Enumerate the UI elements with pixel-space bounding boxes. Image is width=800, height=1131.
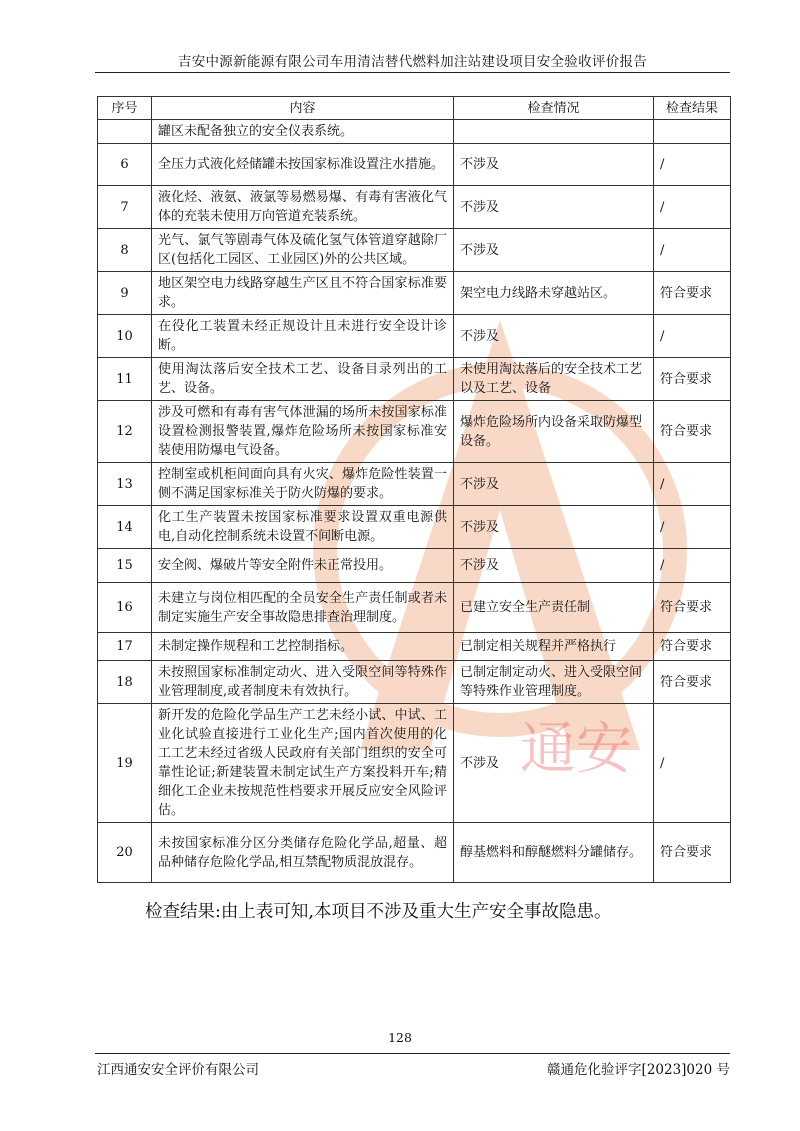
cell-content: 在役化工装置未经正规设计且未进行安全设计诊断。: [152, 315, 454, 358]
table-row: [98, 229, 731, 272]
cell-content: 未制定操作规程和工艺控制指标。: [152, 633, 454, 661]
page-number: 128: [388, 1030, 412, 1045]
col-header-result: 检查结果: [654, 97, 731, 120]
table-row: [98, 144, 731, 186]
col-header-no: 序号: [98, 97, 152, 120]
table-row: [98, 463, 731, 506]
table-row: [98, 401, 731, 463]
table-row: [98, 358, 731, 401]
table-body: [98, 120, 731, 883]
cell-content: 液化烃、液氨、液氯等易燃易爆、有毒有害液化气体的充装未使用万向管道充装系统。: [152, 186, 454, 229]
table-row: [98, 120, 731, 144]
cell-no: 18: [98, 661, 152, 704]
cell-status: 已制定相关规程并严格执行: [454, 633, 654, 661]
cell-status: [454, 120, 654, 144]
table-row: [98, 583, 731, 633]
cell-content: 罐区未配备独立的安全仪表系统。: [152, 120, 454, 144]
safety-check-table: [97, 96, 731, 883]
header-divider: [95, 72, 730, 73]
cell-result: /: [654, 463, 731, 506]
conclusion-text: 检查结果:由上表可知,本项目不涉及重大生产安全事故隐患。: [145, 902, 612, 922]
table-header-row: [98, 97, 731, 120]
cell-no: 15: [98, 549, 152, 583]
cell-status: 不涉及: [454, 229, 654, 272]
cell-no: [98, 120, 152, 144]
cell-status: 不涉及: [454, 549, 654, 583]
cell-status: 架空电力线路未穿越站区。: [454, 272, 654, 315]
cell-no: 14: [98, 506, 152, 549]
footer-divider: [95, 1053, 730, 1054]
cell-result: 符合要求: [654, 358, 731, 401]
cell-no: 19: [98, 704, 152, 823]
cell-status: 未使用淘汰落后的安全技术工艺以及工艺、设备: [454, 358, 654, 401]
cell-status: 醇基燃料和醇醚燃料分罐储存。: [454, 823, 654, 883]
footer-doc-number: 赣通危化验评字[2023]020 号: [547, 1062, 730, 1078]
cell-result: /: [654, 704, 731, 823]
footer-company: 江西通安安全评价有限公司: [97, 1062, 259, 1078]
cell-no: 7: [98, 186, 152, 229]
cell-status: 不涉及: [454, 506, 654, 549]
cell-no: 16: [98, 583, 152, 633]
cell-result: [654, 120, 731, 144]
cell-content: 使用淘汰落后安全技术工艺、设备目录列出的工艺、设备。: [152, 358, 454, 401]
cell-result: /: [654, 506, 731, 549]
cell-result: /: [654, 186, 731, 229]
cell-content: 未按照国家标准制定动火、进入受限空间等特殊作业管理制度,或者制度未有效执行。: [152, 661, 454, 704]
watermark-text: 通安: [520, 717, 632, 782]
cell-no: 20: [98, 823, 152, 883]
cell-content: 未建立与岗位相匹配的全员安全生产责任制或者未制定实施生产安全事故隐患排查治理制度。: [152, 583, 454, 633]
cell-no: 6: [98, 144, 152, 186]
cell-result: 符合要求: [654, 401, 731, 463]
col-header-status: 检查情况: [454, 97, 654, 120]
cell-result: /: [654, 144, 731, 186]
cell-content: 安全阀、爆破片等安全附件未正常投用。: [152, 549, 454, 583]
table-row: [98, 186, 731, 229]
table-row: [98, 661, 731, 704]
cell-status: 爆炸危险场所内设备采取防爆型设备。: [454, 401, 654, 463]
cell-content: 控制室或机柜间面向具有火灾、爆炸危险性装置一侧不满足国家标准关于防火防爆的要求。: [152, 463, 454, 506]
cell-result: 符合要求: [654, 661, 731, 704]
table-row: [98, 704, 731, 823]
cell-status: 已制定制定动火、进入受限空间等特殊作业管理制度。: [454, 661, 654, 704]
cell-result: 符合要求: [654, 272, 731, 315]
cell-content: 涉及可燃和有毒有害气体泄漏的场所未按国家标准设置检测报警装置,爆炸危险场所未按国家标准安装使用防爆电气设备。: [152, 401, 454, 463]
cell-result: /: [654, 549, 731, 583]
table-row: [98, 823, 731, 883]
cell-status: 不涉及: [454, 463, 654, 506]
table-row: [98, 315, 731, 358]
cell-no: 9: [98, 272, 152, 315]
cell-status: 不涉及: [454, 186, 654, 229]
table-row: [98, 272, 731, 315]
cell-no: 17: [98, 633, 152, 661]
cell-no: 10: [98, 315, 152, 358]
cell-no: 13: [98, 463, 152, 506]
cell-content: 化工生产装置未按国家标准要求设置双重电源供电,自动化控制系统未设置不间断电源。: [152, 506, 454, 549]
table-row: [98, 633, 731, 661]
cell-status: 不涉及: [454, 315, 654, 358]
cell-no: 8: [98, 229, 152, 272]
cell-result: 符合要求: [654, 633, 731, 661]
cell-content: 全压力式液化烃储罐未按国家标准设置注水措施。: [152, 144, 454, 186]
cell-content: 新开发的危险化学品生产工艺未经小试、中试、工业化试验直接进行工业化生产;国内首次使用的化工工艺未经过省级人民政府有关部门组织的安全可靠性论证;新建装置未制定试生产方案投料开车;精细化工企业未按规范性档要求开展反应安全风险评估。: [152, 704, 454, 823]
cell-content: 光气、氯气等剧毒气体及硫化氢气体管道穿越除厂区(包括化工园区、工业园区)外的公共区域。: [152, 229, 454, 272]
cell-result: 符合要求: [654, 583, 731, 633]
table-row: [98, 549, 731, 583]
cell-content: 地区架空电力线路穿越生产区且不符合国家标准要求。: [152, 272, 454, 315]
cell-status: 不涉及: [454, 704, 654, 823]
page-header-title: 吉安中源新能源有限公司车用清洁替代燃料加注站建设项目安全验收评价报告: [177, 54, 648, 70]
cell-status: 已建立安全生产责任制: [454, 583, 654, 633]
col-header-content: 内容: [152, 97, 454, 120]
cell-no: 12: [98, 401, 152, 463]
cell-no: 11: [98, 358, 152, 401]
table-row: [98, 506, 731, 549]
cell-status: 不涉及: [454, 144, 654, 186]
cell-result: /: [654, 315, 731, 358]
cell-result: /: [654, 229, 731, 272]
cell-content: 未按国家标准分区分类储存危险化学品,超量、超品种储存危险化学品,相互禁配物质混放混存。: [152, 823, 454, 883]
cell-result: 符合要求: [654, 823, 731, 883]
